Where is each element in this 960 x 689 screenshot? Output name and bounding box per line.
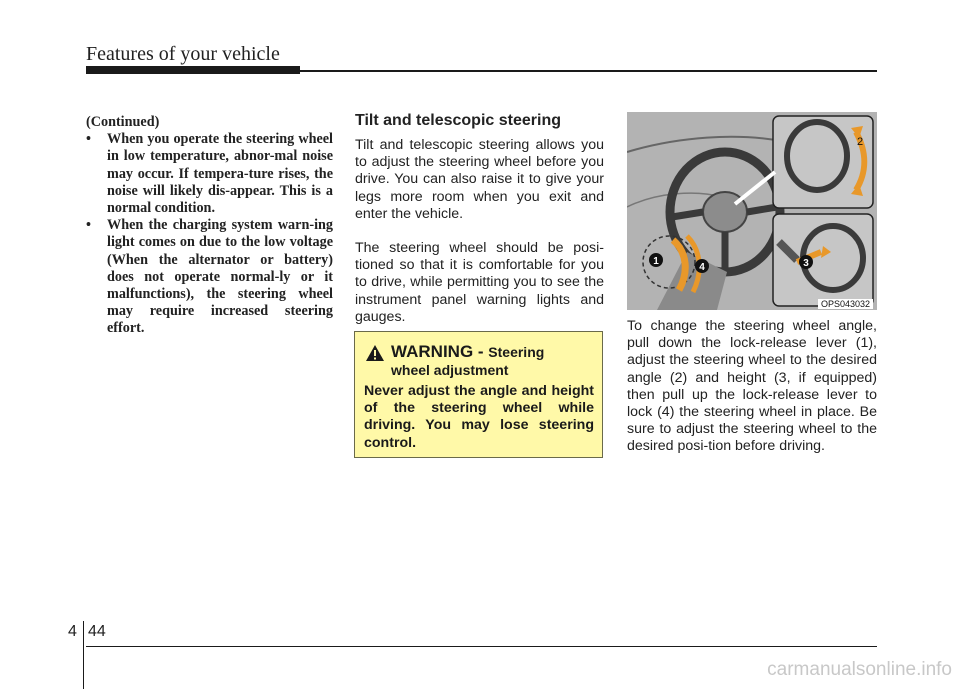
bullet-text: When the charging system warn-ing light comes on due to the low voltage (When the alternator or battery) does not operate normal-ly or it malfunctions), the steering wheel may require increased steering effort. (107, 217, 333, 337)
middle-column (355, 111, 604, 343)
body-paragraph: The steering wheel should be posi-tioned so that it is comfortable for you to drive, while permitting you to see the instrument panel warning lights and gauges. (355, 240, 604, 325)
section-heading: Tilt and telescopic steering (355, 112, 561, 129)
figure-code: OPS043032 (818, 299, 873, 309)
bullet-item (86, 131, 333, 217)
warning-title (391, 342, 544, 362)
callout-4-label: 4 (699, 262, 705, 273)
warning-box (354, 331, 603, 458)
bullet-item (86, 217, 333, 337)
left-column (86, 114, 333, 338)
page-header-title: Features of your vehicle (86, 43, 280, 65)
callout-2-label: 2 (856, 136, 864, 148)
steering-wheel-drawing (627, 112, 877, 310)
right-column (627, 318, 877, 456)
bullet-dot-icon: • (86, 217, 91, 234)
continued-label: (Continued) (86, 114, 160, 130)
bullet-text: When you operate the steering wheel in low temperature, abnor-mal noise may occur. If tempera-ture rises, the noise will likely dis-appear. This is a normal condition. (107, 131, 333, 217)
warning-subtitle-line2: wheel adjustment (391, 362, 509, 378)
page-number: 44 (88, 623, 106, 640)
callout-1-label: 1 (653, 256, 659, 267)
header-rule-thick (86, 66, 300, 74)
warning-subtitle: Steering (488, 344, 545, 360)
page-number-divider (83, 621, 84, 689)
header-rule-thin (300, 70, 877, 72)
callout-3-label: 3 (803, 258, 809, 269)
steering-adjustment-illustration (627, 112, 877, 310)
warning-body: Never adjust the angle and height of the steering wheel while driving. You may lose steering control. (364, 383, 594, 451)
body-paragraph: To change the steering wheel angle, pull down the lock-release lever (1), adjust the steering wheel to the desired angle (2) and height (3, if equipped) then pull up the lock-release lever to lock (4) the steering wheel in place. Be sure to adjust the steering wheel to the desired posi-tion before driving. (627, 318, 877, 455)
footer-rule (86, 646, 877, 647)
warning-label: WARNING - (391, 342, 489, 361)
watermark: carmanualsonline.info (767, 659, 952, 680)
bullet-dot-icon: • (86, 131, 91, 148)
body-paragraph: Tilt and telescopic steering allows you to adjust the steering wheel before you drive. You can also raise it to give your legs more room when you exit and enter the vehicle. (355, 137, 604, 222)
chapter-number: 4 (68, 623, 77, 640)
warning-triangle-icon (365, 344, 385, 362)
